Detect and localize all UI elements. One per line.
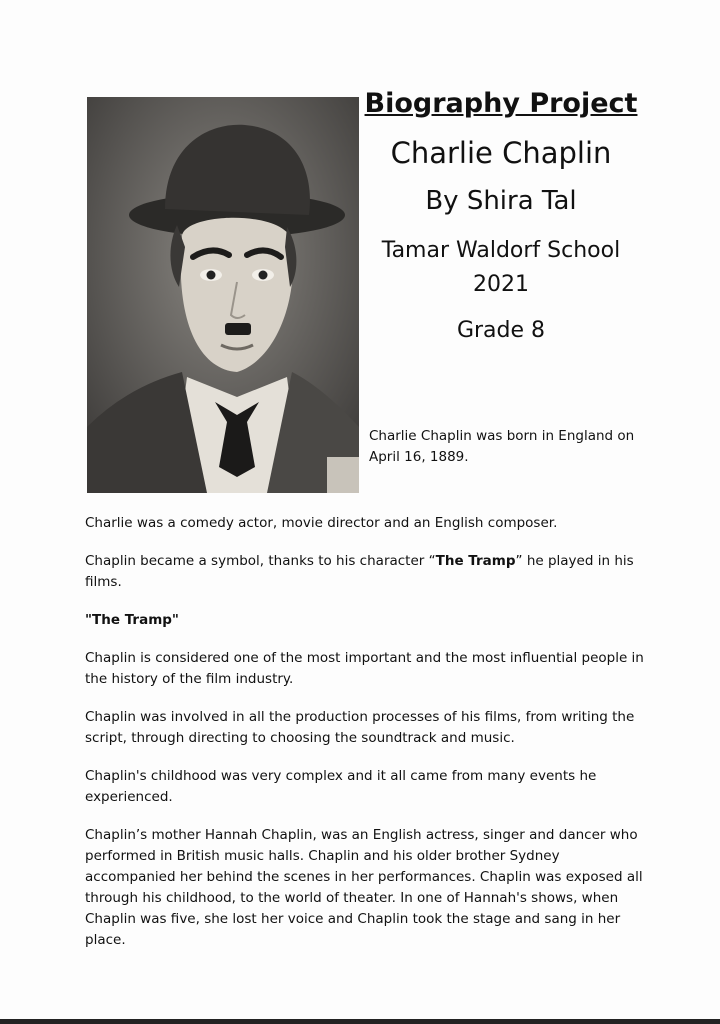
paragraph: Chaplin is considered one of the most important and the most influential people in the history of the film industry. [85,650,644,687]
section-heading: "The Tramp" [85,612,179,628]
paragraph: Chaplin's childhood was very complex and it all came from many events he experienced. [85,768,597,805]
paragraph [85,551,645,593]
paragraph-text: ” he played in his films. [85,553,634,590]
paragraph-text: Chaplin became a symbol, thanks to his character “ [85,553,436,569]
bottom-border [0,1019,720,1024]
project-title: Biography Project [364,88,638,119]
title-block [362,84,640,343]
school-name [362,234,640,302]
paragraph: Chaplin’s mother Hannah Chaplin, was an English actress, singer and dancer who performed in British music halls. Chaplin and his older brother Sydney accompanied her behind the scenes in her performances. Chaplin was exposed all through his childhood, to the world of theater. In one of Hannah's shows, when Chaplin was five, she lost her voice and Chaplin took the stage and sang in her place. [85,827,643,948]
school-name-text: Tamar Waldorf School [381,238,621,263]
author-line: By Shira Tal [425,186,577,216]
tramp-emphasis: The Tramp [435,553,516,569]
paragraph: Chaplin was involved in all the production processes of his films, from writing the script, through directing to choosing the soundtrack and music. [85,709,635,746]
paragraph: Charlie was a comedy actor, movie director and an English composer. [85,515,558,531]
grade-line: Grade 8 [456,318,546,343]
biography-body [85,513,645,968]
chaplin-portrait-drawing [87,97,359,493]
school-year: 2021 [473,272,529,297]
birth-intro: Charlie Chaplin was born in England on April 16, 1889. [369,428,635,465]
subject-name: Charlie Chaplin [390,136,612,170]
